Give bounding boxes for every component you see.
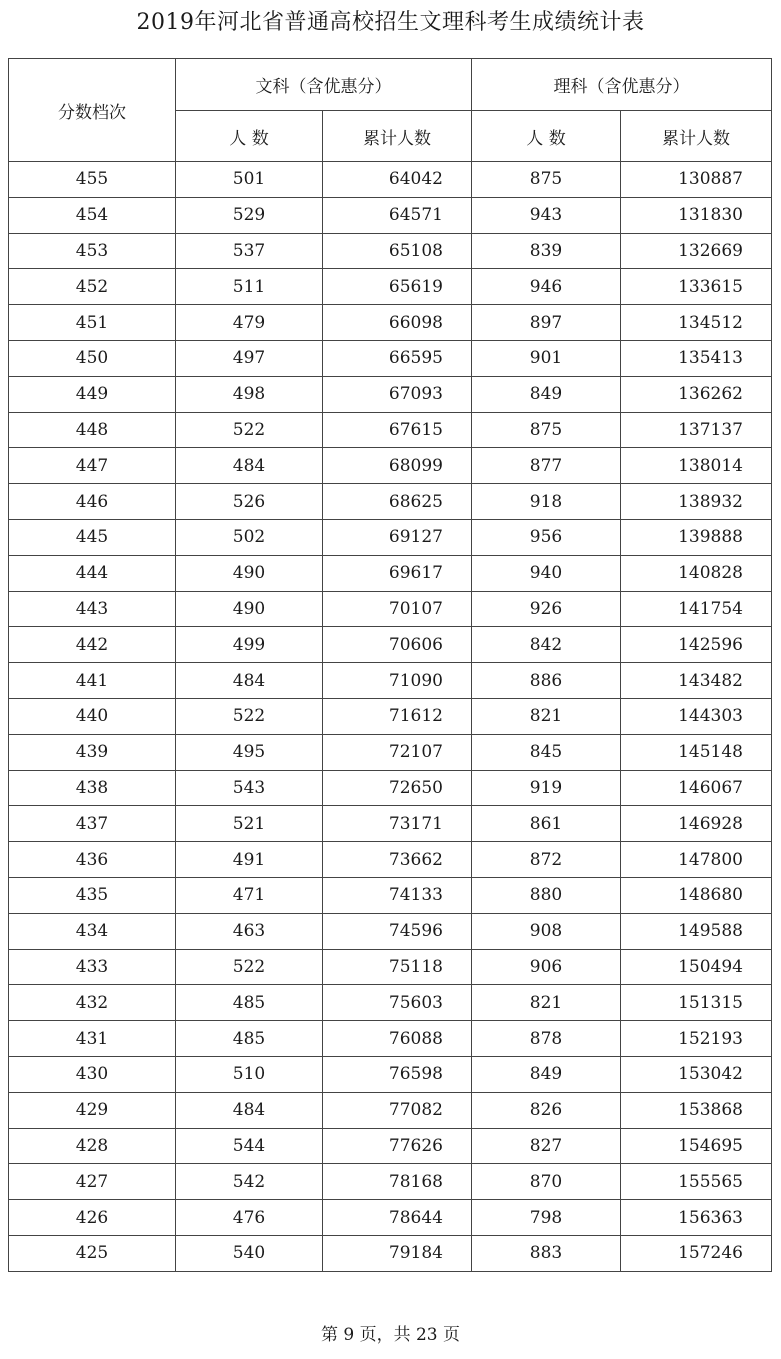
score-cell: 442 bbox=[9, 627, 176, 663]
science-cumulative-cell: 132669 bbox=[621, 233, 772, 269]
arts-count-cell: 495 bbox=[176, 734, 323, 770]
science-cumulative-cell: 147800 bbox=[621, 842, 772, 878]
arts-cumulative-cell: 66595 bbox=[323, 340, 472, 376]
arts-cumulative-cell: 65619 bbox=[323, 269, 472, 305]
arts-cumulative-cell: 77626 bbox=[323, 1128, 472, 1164]
arts-count-cell: 485 bbox=[176, 1021, 323, 1057]
score-cell: 455 bbox=[9, 162, 176, 198]
score-cell: 447 bbox=[9, 448, 176, 484]
table-row bbox=[9, 734, 772, 770]
science-count-cell: 906 bbox=[472, 949, 621, 985]
science-cumulative-cell: 154695 bbox=[621, 1128, 772, 1164]
score-cell: 452 bbox=[9, 269, 176, 305]
arts-count-cell: 501 bbox=[176, 162, 323, 198]
score-cell: 451 bbox=[9, 305, 176, 341]
science-count-cell: 901 bbox=[472, 340, 621, 376]
arts-cumulative-cell: 67093 bbox=[323, 376, 472, 412]
arts-count-cell: 526 bbox=[176, 484, 323, 520]
arts-cumulative-cell: 76088 bbox=[323, 1021, 472, 1057]
score-cell: 432 bbox=[9, 985, 176, 1021]
arts-cumulative-cell: 79184 bbox=[323, 1235, 472, 1271]
score-cell: 437 bbox=[9, 806, 176, 842]
table-row bbox=[9, 698, 772, 734]
science-cumulative-cell: 142596 bbox=[621, 627, 772, 663]
science-cumulative-cell: 149588 bbox=[621, 913, 772, 949]
table-row bbox=[9, 770, 772, 806]
table-row bbox=[9, 1235, 772, 1271]
table-row bbox=[9, 806, 772, 842]
science-count-cell: 821 bbox=[472, 985, 621, 1021]
table-row bbox=[9, 1092, 772, 1128]
arts-cumulative-header: 累计人数 bbox=[323, 111, 472, 162]
table-row bbox=[9, 591, 772, 627]
arts-count-cell: 476 bbox=[176, 1200, 323, 1236]
table-row bbox=[9, 448, 772, 484]
science-cumulative-cell: 146067 bbox=[621, 770, 772, 806]
arts-cumulative-cell: 74596 bbox=[323, 913, 472, 949]
arts-count-cell: 537 bbox=[176, 233, 323, 269]
science-count-cell: 875 bbox=[472, 162, 621, 198]
science-count-cell: 918 bbox=[472, 484, 621, 520]
arts-cumulative-cell: 64571 bbox=[323, 197, 472, 233]
arts-cumulative-cell: 75603 bbox=[323, 985, 472, 1021]
table-row bbox=[9, 842, 772, 878]
science-count-cell: 861 bbox=[472, 806, 621, 842]
arts-count-header: 人 数 bbox=[176, 111, 323, 162]
score-cell: 427 bbox=[9, 1164, 176, 1200]
score-cell: 446 bbox=[9, 484, 176, 520]
arts-count-cell: 521 bbox=[176, 806, 323, 842]
table-row bbox=[9, 555, 772, 591]
science-cumulative-cell: 134512 bbox=[621, 305, 772, 341]
table-row bbox=[9, 663, 772, 699]
science-count-cell: 870 bbox=[472, 1164, 621, 1200]
table-row bbox=[9, 519, 772, 555]
science-cumulative-header: 累计人数 bbox=[621, 111, 772, 162]
score-cell: 435 bbox=[9, 877, 176, 913]
science-cumulative-cell: 145148 bbox=[621, 734, 772, 770]
arts-cumulative-cell: 68625 bbox=[323, 484, 472, 520]
table-row bbox=[9, 913, 772, 949]
science-cumulative-cell: 138932 bbox=[621, 484, 772, 520]
arts-count-cell: 522 bbox=[176, 949, 323, 985]
arts-cumulative-cell: 64042 bbox=[323, 162, 472, 198]
science-cumulative-cell: 146928 bbox=[621, 806, 772, 842]
science-count-cell: 897 bbox=[472, 305, 621, 341]
table-row bbox=[9, 1164, 772, 1200]
science-cumulative-cell: 153868 bbox=[621, 1092, 772, 1128]
score-cell: 438 bbox=[9, 770, 176, 806]
science-cumulative-cell: 133615 bbox=[621, 269, 772, 305]
science-cumulative-cell: 139888 bbox=[621, 519, 772, 555]
arts-cumulative-cell: 70606 bbox=[323, 627, 472, 663]
arts-cumulative-cell: 78644 bbox=[323, 1200, 472, 1236]
arts-count-cell: 490 bbox=[176, 591, 323, 627]
science-cumulative-cell: 150494 bbox=[621, 949, 772, 985]
science-count-cell: 883 bbox=[472, 1235, 621, 1271]
arts-count-cell: 544 bbox=[176, 1128, 323, 1164]
score-cell: 428 bbox=[9, 1128, 176, 1164]
arts-cumulative-cell: 66098 bbox=[323, 305, 472, 341]
science-cumulative-cell: 140828 bbox=[621, 555, 772, 591]
science-cumulative-cell: 157246 bbox=[621, 1235, 772, 1271]
table-body bbox=[9, 162, 772, 1272]
arts-count-cell: 543 bbox=[176, 770, 323, 806]
arts-count-cell: 529 bbox=[176, 197, 323, 233]
science-count-cell: 849 bbox=[472, 1056, 621, 1092]
arts-cumulative-cell: 77082 bbox=[323, 1092, 472, 1128]
score-cell: 426 bbox=[9, 1200, 176, 1236]
arts-cumulative-cell: 72107 bbox=[323, 734, 472, 770]
arts-count-cell: 471 bbox=[176, 877, 323, 913]
arts-count-cell: 499 bbox=[176, 627, 323, 663]
score-cell: 441 bbox=[9, 663, 176, 699]
score-cell: 431 bbox=[9, 1021, 176, 1057]
arts-count-cell: 497 bbox=[176, 340, 323, 376]
science-count-cell: 956 bbox=[472, 519, 621, 555]
page-footer: 第 9 页，共 23 页 bbox=[320, 1325, 461, 1345]
science-count-cell: 946 bbox=[472, 269, 621, 305]
arts-count-cell: 484 bbox=[176, 448, 323, 484]
science-count-cell: 875 bbox=[472, 412, 621, 448]
score-cell: 445 bbox=[9, 519, 176, 555]
arts-group-header: 文科（含优惠分） bbox=[176, 59, 472, 111]
score-cell: 448 bbox=[9, 412, 176, 448]
science-cumulative-cell: 136262 bbox=[621, 376, 772, 412]
table-row bbox=[9, 412, 772, 448]
arts-count-cell: 522 bbox=[176, 412, 323, 448]
science-count-cell: 842 bbox=[472, 627, 621, 663]
science-count-cell: 849 bbox=[472, 376, 621, 412]
arts-cumulative-cell: 70107 bbox=[323, 591, 472, 627]
science-count-cell: 872 bbox=[472, 842, 621, 878]
science-count-cell: 826 bbox=[472, 1092, 621, 1128]
arts-cumulative-cell: 74133 bbox=[323, 877, 472, 913]
science-cumulative-cell: 143482 bbox=[621, 663, 772, 699]
arts-cumulative-cell: 71612 bbox=[323, 698, 472, 734]
arts-count-cell: 463 bbox=[176, 913, 323, 949]
table-row bbox=[9, 340, 772, 376]
science-cumulative-cell: 152193 bbox=[621, 1021, 772, 1057]
table-row bbox=[9, 1056, 772, 1092]
score-cell: 429 bbox=[9, 1092, 176, 1128]
science-count-cell: 926 bbox=[472, 591, 621, 627]
score-cell: 454 bbox=[9, 197, 176, 233]
science-count-cell: 877 bbox=[472, 448, 621, 484]
table-row bbox=[9, 197, 772, 233]
arts-cumulative-cell: 75118 bbox=[323, 949, 472, 985]
score-cell: 443 bbox=[9, 591, 176, 627]
table-row bbox=[9, 877, 772, 913]
arts-cumulative-cell: 73662 bbox=[323, 842, 472, 878]
arts-cumulative-cell: 69617 bbox=[323, 555, 472, 591]
score-cell: 434 bbox=[9, 913, 176, 949]
arts-cumulative-cell: 69127 bbox=[323, 519, 472, 555]
table-row bbox=[9, 305, 772, 341]
science-count-cell: 845 bbox=[472, 734, 621, 770]
science-cumulative-cell: 141754 bbox=[621, 591, 772, 627]
science-cumulative-cell: 135413 bbox=[621, 340, 772, 376]
score-cell: 439 bbox=[9, 734, 176, 770]
table-row bbox=[9, 1128, 772, 1164]
science-count-cell: 821 bbox=[472, 698, 621, 734]
score-band-header: 分数档次 bbox=[9, 59, 176, 162]
science-count-cell: 839 bbox=[472, 233, 621, 269]
score-cell: 453 bbox=[9, 233, 176, 269]
science-cumulative-cell: 148680 bbox=[621, 877, 772, 913]
table-row bbox=[9, 376, 772, 412]
arts-cumulative-cell: 71090 bbox=[323, 663, 472, 699]
arts-cumulative-cell: 67615 bbox=[323, 412, 472, 448]
score-cell: 444 bbox=[9, 555, 176, 591]
page-title: 2019年河北省普通高校招生文理科考生成绩统计表 bbox=[136, 10, 645, 35]
science-cumulative-cell: 151315 bbox=[621, 985, 772, 1021]
science-cumulative-cell: 137137 bbox=[621, 412, 772, 448]
score-cell: 430 bbox=[9, 1056, 176, 1092]
table-row bbox=[9, 484, 772, 520]
science-count-cell: 880 bbox=[472, 877, 621, 913]
table-row bbox=[9, 627, 772, 663]
science-count-cell: 919 bbox=[472, 770, 621, 806]
science-cumulative-cell: 155565 bbox=[621, 1164, 772, 1200]
table-row bbox=[9, 1021, 772, 1057]
score-cell: 450 bbox=[9, 340, 176, 376]
science-count-header: 人 数 bbox=[472, 111, 621, 162]
table-row bbox=[9, 949, 772, 985]
arts-count-cell: 542 bbox=[176, 1164, 323, 1200]
score-cell: 433 bbox=[9, 949, 176, 985]
table-row bbox=[9, 162, 772, 198]
science-cumulative-cell: 144303 bbox=[621, 698, 772, 734]
arts-count-cell: 485 bbox=[176, 985, 323, 1021]
arts-count-cell: 540 bbox=[176, 1235, 323, 1271]
arts-cumulative-cell: 68099 bbox=[323, 448, 472, 484]
arts-cumulative-cell: 73171 bbox=[323, 806, 472, 842]
arts-count-cell: 511 bbox=[176, 269, 323, 305]
science-count-cell: 943 bbox=[472, 197, 621, 233]
arts-cumulative-cell: 65108 bbox=[323, 233, 472, 269]
science-count-cell: 940 bbox=[472, 555, 621, 591]
arts-count-cell: 522 bbox=[176, 698, 323, 734]
score-cell: 425 bbox=[9, 1235, 176, 1271]
table-row bbox=[9, 1200, 772, 1236]
arts-count-cell: 502 bbox=[176, 519, 323, 555]
arts-cumulative-cell: 76598 bbox=[323, 1056, 472, 1092]
table-row bbox=[9, 233, 772, 269]
science-count-cell: 908 bbox=[472, 913, 621, 949]
arts-count-cell: 498 bbox=[176, 376, 323, 412]
arts-count-cell: 484 bbox=[176, 663, 323, 699]
arts-count-cell: 490 bbox=[176, 555, 323, 591]
science-count-cell: 827 bbox=[472, 1128, 621, 1164]
science-cumulative-cell: 153042 bbox=[621, 1056, 772, 1092]
score-statistics-table bbox=[8, 58, 772, 1272]
science-cumulative-cell: 138014 bbox=[621, 448, 772, 484]
science-cumulative-cell: 131830 bbox=[621, 197, 772, 233]
science-count-cell: 878 bbox=[472, 1021, 621, 1057]
science-count-cell: 798 bbox=[472, 1200, 621, 1236]
table-row bbox=[9, 269, 772, 305]
arts-cumulative-cell: 78168 bbox=[323, 1164, 472, 1200]
science-group-header: 理科（含优惠分） bbox=[472, 59, 772, 111]
score-cell: 440 bbox=[9, 698, 176, 734]
arts-count-cell: 484 bbox=[176, 1092, 323, 1128]
score-cell: 436 bbox=[9, 842, 176, 878]
arts-count-cell: 491 bbox=[176, 842, 323, 878]
arts-count-cell: 510 bbox=[176, 1056, 323, 1092]
arts-cumulative-cell: 72650 bbox=[323, 770, 472, 806]
score-cell: 449 bbox=[9, 376, 176, 412]
science-cumulative-cell: 130887 bbox=[621, 162, 772, 198]
science-cumulative-cell: 156363 bbox=[621, 1200, 772, 1236]
table-row bbox=[9, 985, 772, 1021]
arts-count-cell: 479 bbox=[176, 305, 323, 341]
science-count-cell: 886 bbox=[472, 663, 621, 699]
